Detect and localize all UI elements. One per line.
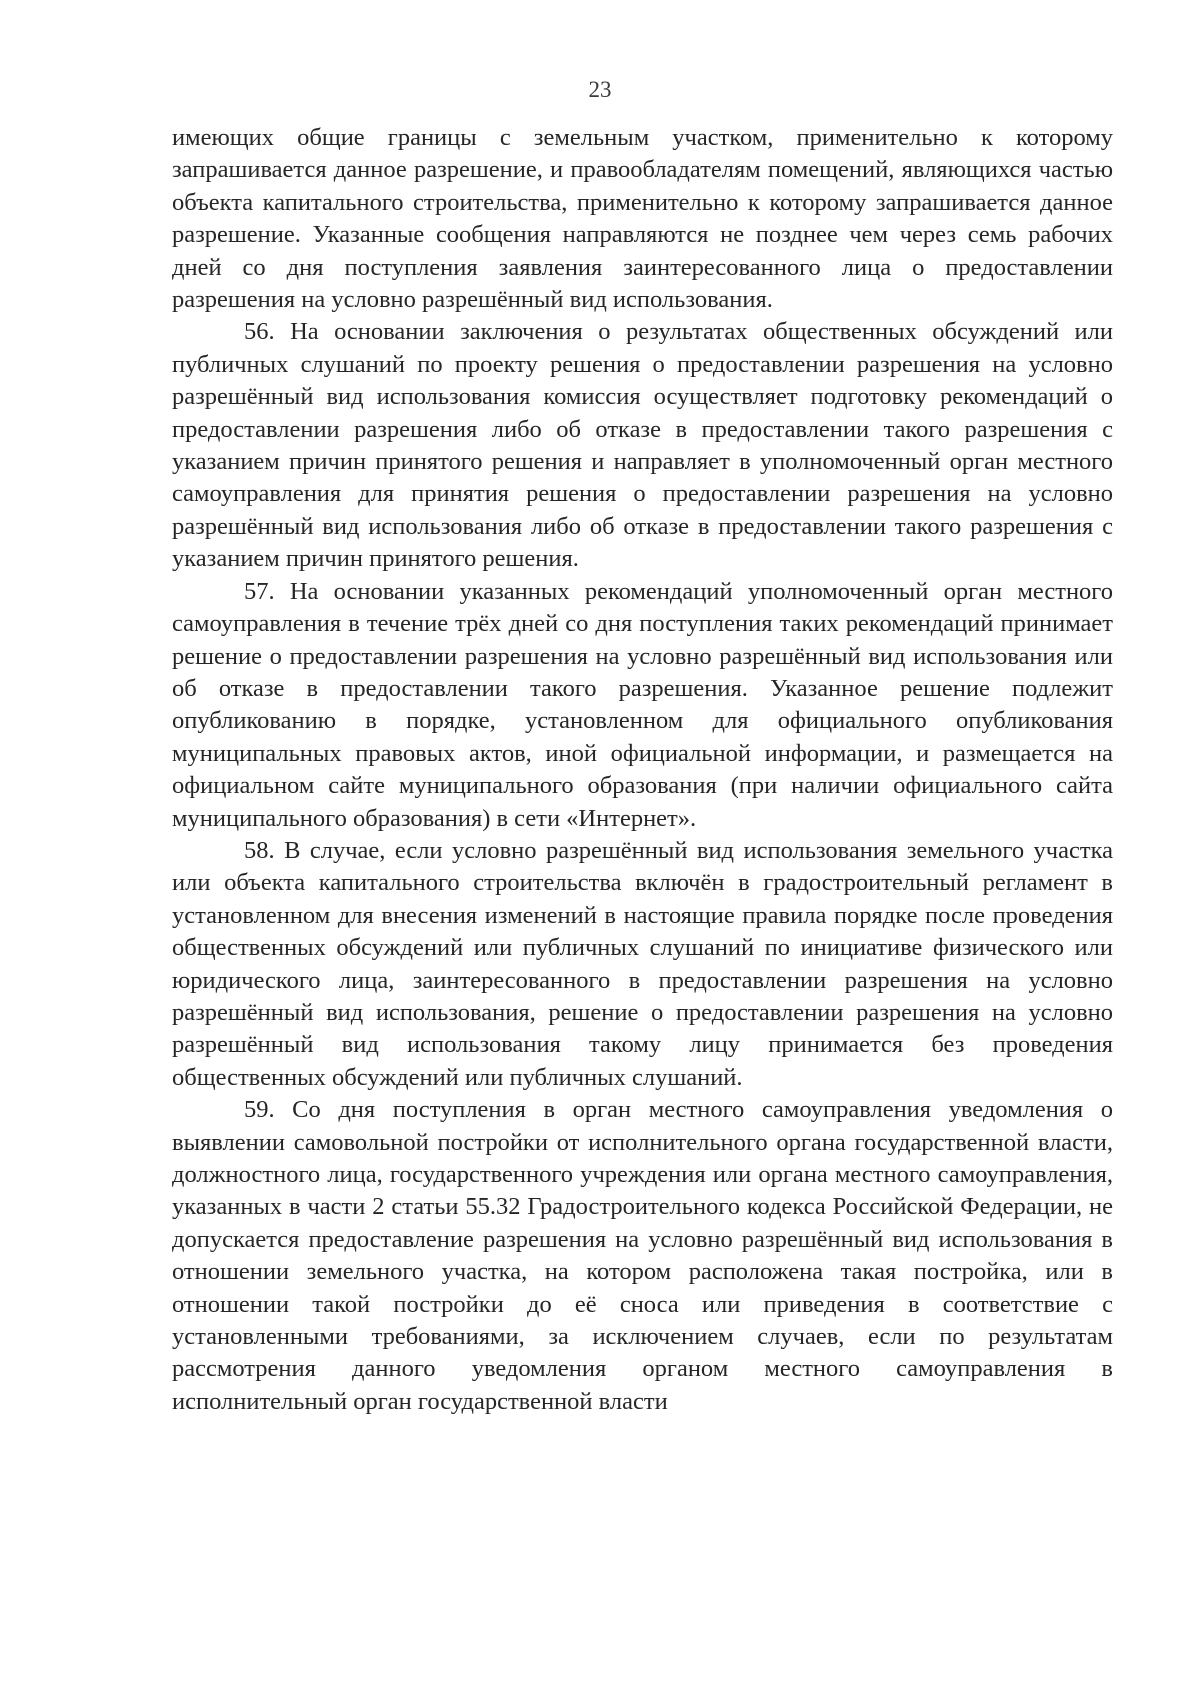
paragraph-continuation: имеющих общие границы с земельным участком, применительно к которому запрашивается данное разрешение, и правообладателям помещений, являющихся частью объекта капитального строительства, применительно к которому запрашивается данное разрешение. Указанные сообщения направляются не позднее чем через семь рабочих дней со дня поступления заявления заинтересованного лица о предоставлении разрешения на условно разрешённый вид использования. [172, 124, 1113, 314]
document-body [172, 122, 1113, 1418]
paragraph-59: 59. Со дня поступления в орган местного самоуправления уведомления о выявлении самовольной постройки от исполнительного органа государственной власти, должностного лица, государственного учреждения или органа местного самоуправления, указанных в части 2 статьи 55.32 Градостроительного кодекса Российской Федерации, не допускается предоставление разрешения на условно разрешённый вид использования в отношении земельного участка, на котором расположена такая постройка, или в отношении такой постройки до её сноса или приведения в соответствие с установленными требованиями, за исключением случаев, если по результатам рассмотрения данного уведомления органом местного самоуправления в исполнительный орган государственной власти [172, 1096, 1113, 1415]
paragraph-56: 56. На основании заключения о результатах общественных обсуждений или публичных слушаний по проекту решения о предоставлении разрешения на условно разрешённый вид использования комиссия осуществляет подготовку рекомендаций о предоставлении разрешения либо об отказе в предоставлении такого разрешения с указанием причин принятого решения и направляет в уполномоченный орган местного самоуправления для принятия решения о предоставлении разрешения на условно разрешённый вид использования либо об отказе в предоставлении такого разрешения с указанием причин принятого решения. [172, 318, 1113, 573]
page-number: 23 [588, 77, 612, 102]
paragraph-58: 58. В случае, если условно разрешённый вид использования земельного участка или объекта капитального строительства включён в градостроительный регламент в установленном для внесения изменений в настоящие правила порядке после проведения общественных обсуждений или публичных слушаний по инициативе физического или юридического лица, заинтересованного в предоставлении разрешения на условно разрешённый вид использования, решение о предоставлении разрешения на условно разрешённый вид использования такому лицу принимается без проведения общественных обсуждений или публичных слушаний. [172, 836, 1113, 1091]
paragraph-57: 57. На основании указанных рекомендаций уполномоченный орган местного самоуправления в течение трёх дней со дня поступления таких рекомендаций принимает решение о предоставлении разрешения на условно разрешённый вид использования или об отказе в предоставлении такого разрешения. Указанное решение подлежит опубликованию в порядке, установленном для официального опубликования муниципальных правовых актов, иной официальной информации, и размещается на официальном сайте муниципального образования (при наличии официального сайта муниципального образования) в сети «Интернет». [172, 577, 1113, 832]
